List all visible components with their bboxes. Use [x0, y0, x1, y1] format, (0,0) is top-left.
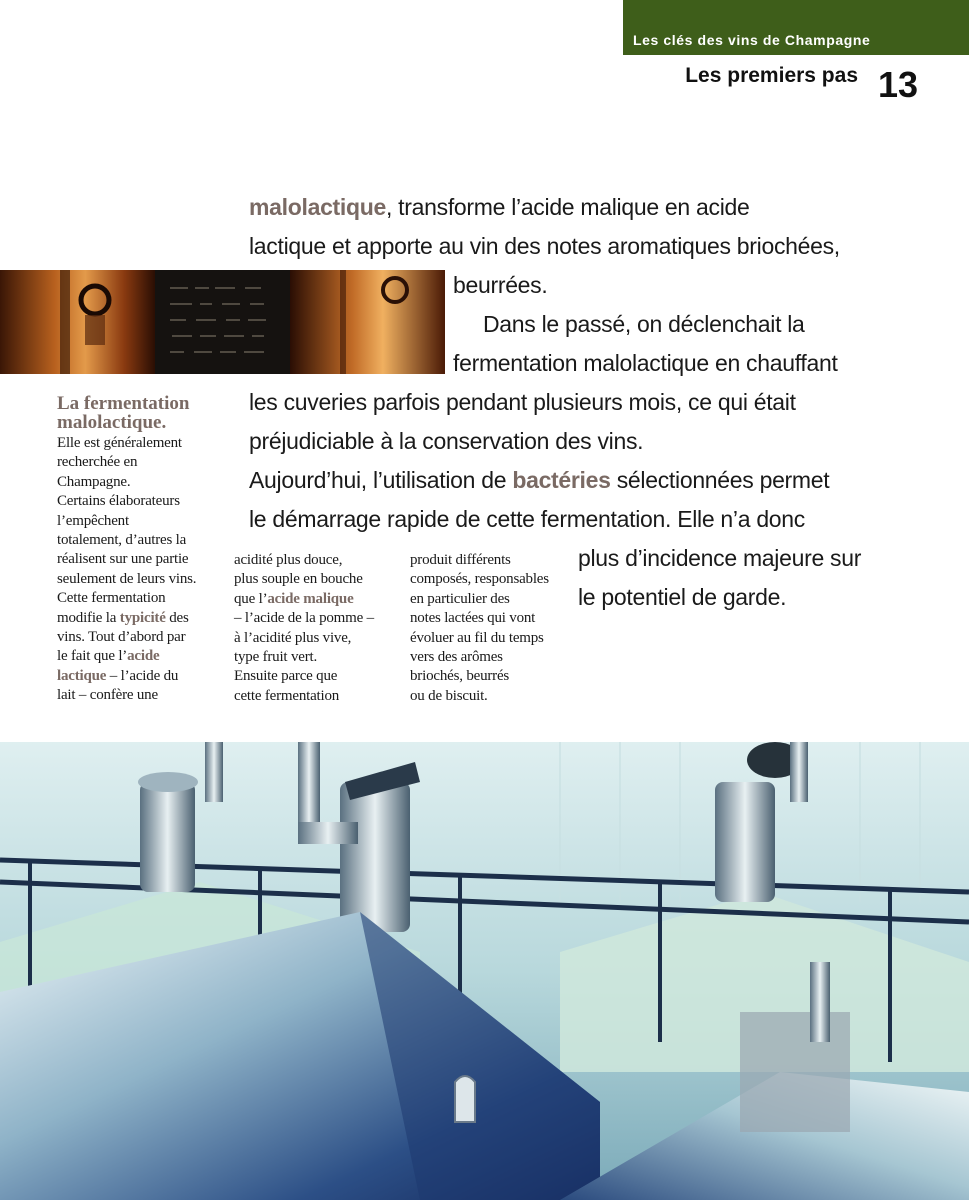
main-text-line-8: Aujourd’hui, l’utilisation de bactéries sélectionnées permet [249, 467, 830, 493]
main-text-line-7: préjudiciable à la conservation des vins. [249, 428, 644, 454]
chapter-title: Les premiers pas [685, 64, 858, 87]
main-text-line-10: plus d’incidence majeure sur [578, 545, 862, 571]
keyword-lactique: lactique [57, 667, 107, 684]
sidebar-column-3: produit différents composés, responsables en particulier des notes lactées qui vont évoluer au fil du temps vers des arômes briochés, beurrés ou de biscuit. [410, 552, 549, 704]
main-text-line-1: malolactique, transforme l’acide malique en acide [249, 194, 750, 220]
main-text-line-9: le démarrage rapide de cette fermentation. Elle n’a donc [249, 506, 805, 532]
main-text-line-3: beurrées. [453, 272, 548, 298]
sidebar-title: La fermentation malolactique. [57, 393, 190, 433]
main-text-line-4: Dans le passé, on déclenchait la [483, 311, 805, 337]
sidebar-column-1: Elle est généralement recherchée en Champagne. Certains élaborateurs l’empêchent totalement, d’autres la réalisent sur une partie seulement de leurs vins. Cette fermentation modifie la typicité des vins. Tout d’abord par le fait que l’acide lactique – l’acide du lait – confère une [57, 435, 197, 704]
sidebar-column-2: acidité plus douce, plus souple en bouche que l’acide malique – l’acide de la pomme – à l’acidité plus vive, type fruit vert. Ensuite parce que cette fermentation [234, 552, 374, 704]
fermentation-tanks-photo [0, 742, 969, 1200]
keyword-acide: acide [127, 648, 160, 665]
main-text-line-2: lactique et apporte au vin des notes aromatiques briochées, [249, 233, 840, 259]
cellar-photo [0, 270, 445, 374]
series-title: Les clés des vins de Champagne [633, 32, 871, 48]
keyword-typicite: typicité [119, 609, 166, 626]
main-text-line-6: les cuveries parfois pendant plusieurs mois, ce qui était [249, 389, 796, 415]
keyword-malolactique: malolactique [249, 194, 386, 220]
main-text-line-5: fermentation malolactique en chauffant [453, 350, 838, 376]
keyword-acide-malique: acide malique [267, 590, 354, 607]
page-number: 13 [878, 64, 919, 105]
main-text-line-11: le potentiel de garde. [578, 584, 787, 610]
keyword-bacteries: bactéries [512, 467, 611, 493]
